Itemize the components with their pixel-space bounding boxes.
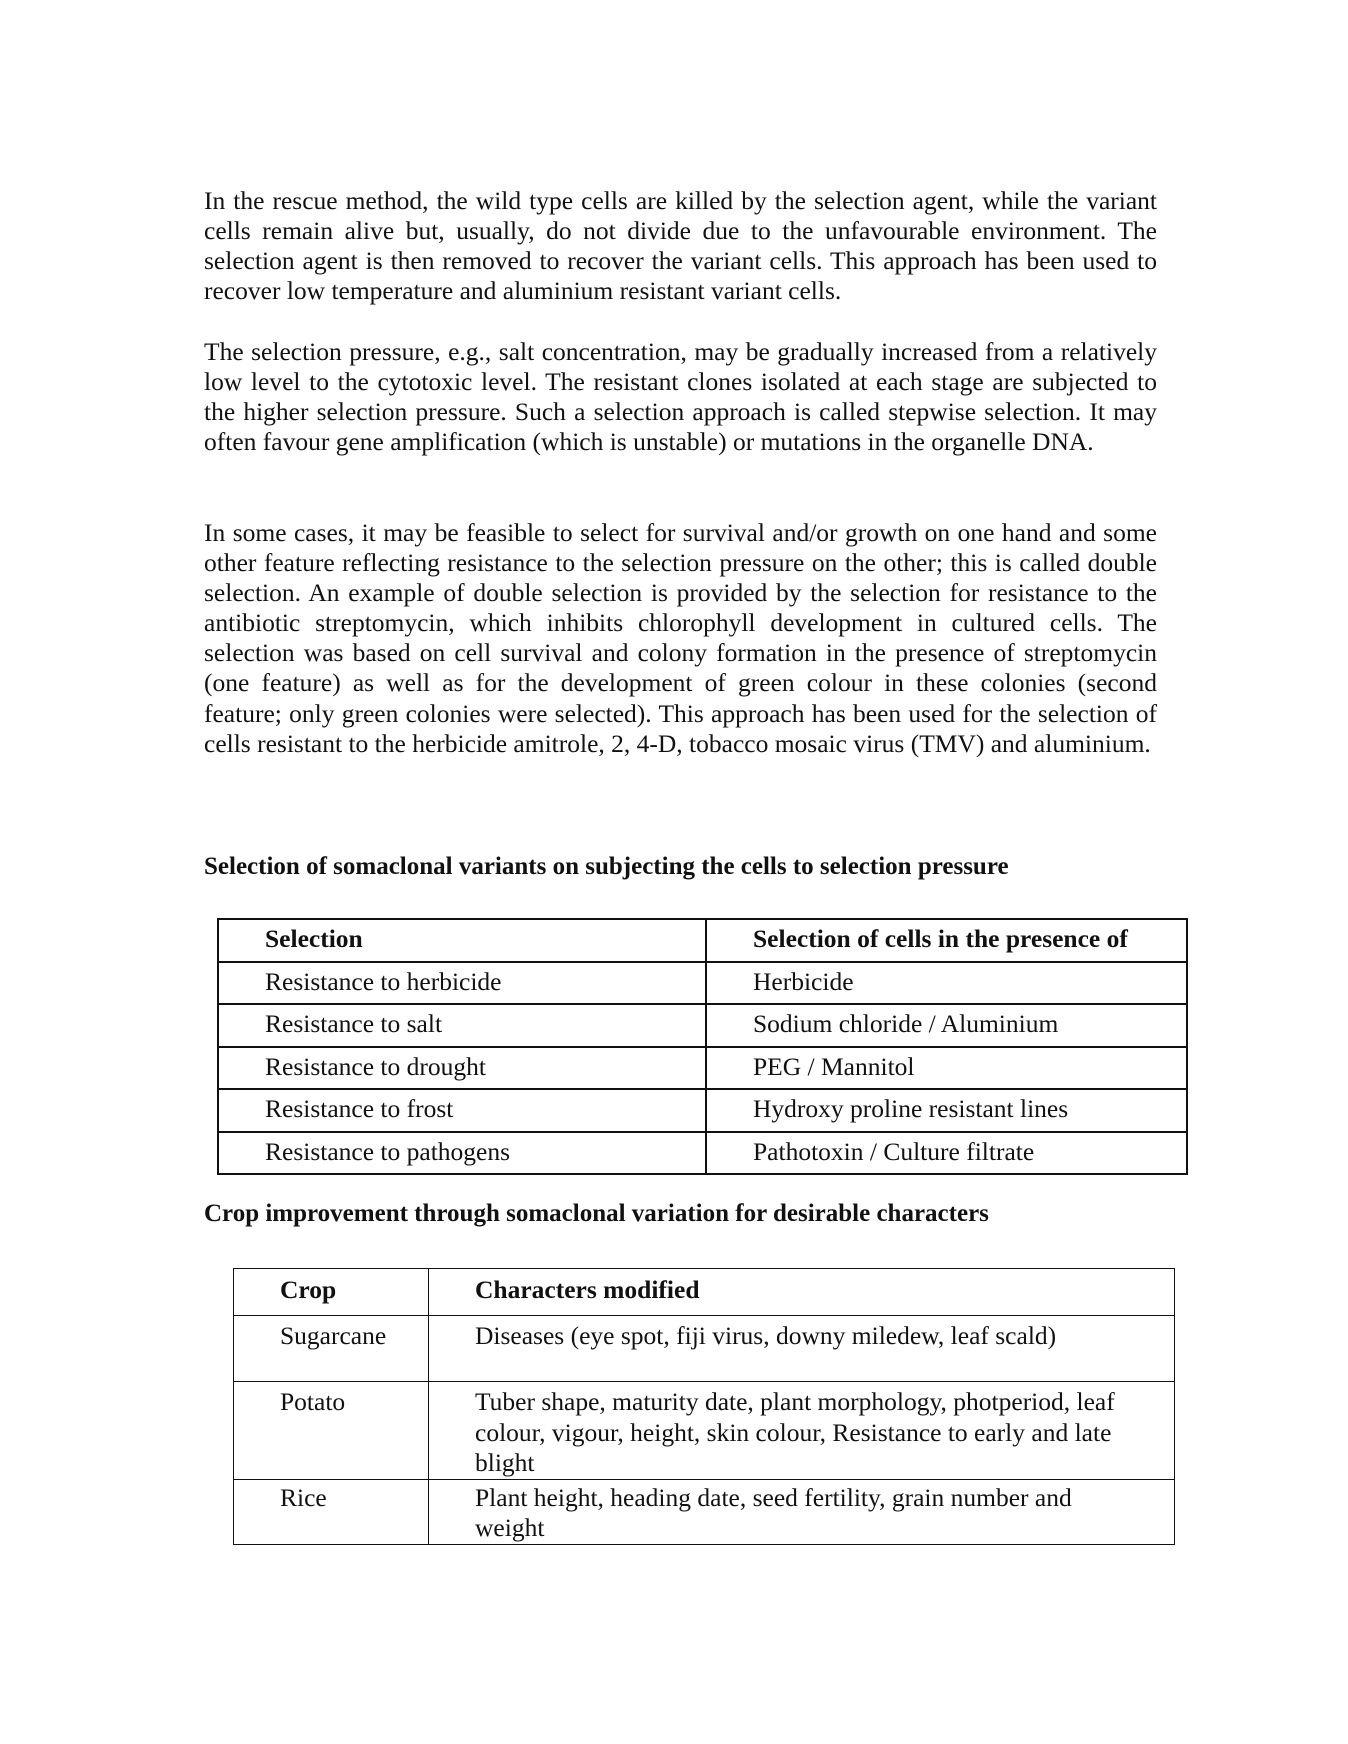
column-header: Crop [234, 1269, 429, 1316]
table-row [234, 1316, 1175, 1382]
table-header-row [234, 1269, 1175, 1316]
table-cell: Resistance to pathogens [218, 1132, 706, 1175]
table-row [218, 1047, 1187, 1090]
table-cell: Resistance to herbicide [218, 962, 706, 1005]
selection-table [217, 918, 1188, 1175]
table-cell: Resistance to drought [218, 1047, 706, 1090]
paragraph-double-selection: In some cases, it may be feasible to select for survival and/or growth on one hand and some other feature reflecting resistance to the selection pressure on the other; this is called double selection. An example of double selection is provided by the selection for resistance to the antibiotic streptomycin, which inhibits chlorophyll development in cultured cells. The selection was based on cell survival and colony formation in the presence of streptomycin (one feature) as well as for the development of green colour in these colonies (second feature; only green colonies were selected). This approach has been used for the selection of cells resistant to the herbicide amitrole, 2, 4-D, tobacco mosaic virus (TMV) and aluminium. [204, 518, 1157, 758]
table-cell: Diseases (eye spot, fiji virus, downy miledew, leaf scald) [429, 1316, 1175, 1382]
table-cell: Sugarcane [234, 1316, 429, 1382]
crop-table [233, 1268, 1175, 1545]
table-cell: Pathotoxin / Culture filtrate [706, 1132, 1187, 1175]
paragraph-rescue-method: In the rescue method, the wild type cells are killed by the selection agent, while the variant cells remain alive but, usually, do not divide due to the unfavourable environment. The selection agent is then removed to recover the variant cells. This approach has been used to recover low temperature and aluminium resistant variant cells. [204, 186, 1157, 306]
paragraph-stepwise-selection: The selection pressure, e.g., salt concentration, may be gradually increased from a relatively low level to the cytotoxic level. The resistant clones isolated at each stage are subjected to the higher selection pressure. Such a selection approach is called stepwise selection. It may often favour gene amplification (which is unstable) or mutations in the organelle DNA. [204, 337, 1157, 457]
table-row [218, 1132, 1187, 1175]
table-row [234, 1382, 1175, 1480]
table-row [218, 1089, 1187, 1132]
table-cell: Herbicide [706, 962, 1187, 1005]
table-cell: Rice [234, 1479, 429, 1544]
table-cell: Resistance to frost [218, 1089, 706, 1132]
crop-table-heading: Crop improvement through somaclonal variation for desirable characters [204, 1200, 989, 1227]
table-cell: Potato [234, 1382, 429, 1480]
table-row [218, 1004, 1187, 1047]
table-cell: Hydroxy proline resistant lines [706, 1089, 1187, 1132]
column-header: Selection [218, 919, 706, 962]
table-header-row [218, 919, 1187, 962]
table-row [234, 1479, 1175, 1544]
table-cell: Resistance to salt [218, 1004, 706, 1047]
column-header: Selection of cells in the presence of [706, 919, 1187, 962]
column-header: Characters modified [429, 1269, 1175, 1316]
table-row [218, 962, 1187, 1005]
table-cell: Plant height, heading date, seed fertility, grain number and weight [429, 1479, 1175, 1544]
selection-table-heading: Selection of somaclonal variants on subjecting the cells to selection pressure [204, 853, 1009, 880]
table-cell: PEG / Mannitol [706, 1047, 1187, 1090]
table-cell: Tuber shape, maturity date, plant morphology, photperiod, leaf colour, vigour, height, skin colour, Resistance to early and late blight [429, 1382, 1175, 1480]
table-cell: Sodium chloride / Aluminium [706, 1004, 1187, 1047]
